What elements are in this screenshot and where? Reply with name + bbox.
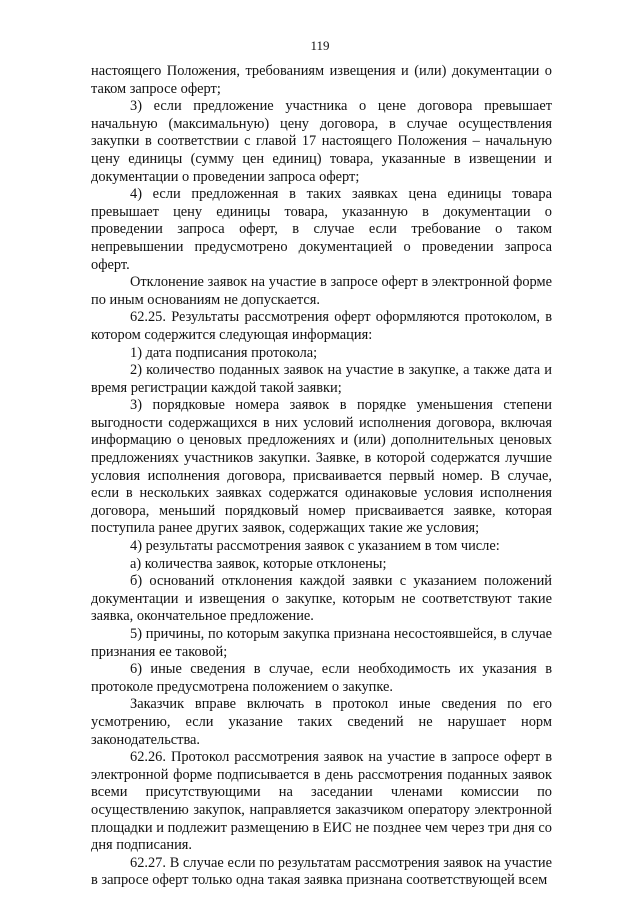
- page-number: 119: [310, 38, 330, 53]
- paragraph: Заказчик вправе включать в протокол иные сведения по его усмотрению, если указание таких сведений не нарушает норм законодательства.: [91, 696, 552, 748]
- paragraph: 62.25. Результаты рассмотрения оферт оформляются протоколом, в котором содержится следующая информация:: [91, 309, 552, 343]
- paragraph: 4) результаты рассмотрения заявок с указанием в том числе:: [130, 538, 500, 555]
- paragraph: 4) если предложенная в таких заявках цена единицы товара превышает цену единицы товара, указанную в документации о проведении запроса оферт, в случае если требование о таком непревышении предусмотрено документацией о проведении запроса оферт.: [91, 186, 552, 273]
- paragraph: 62.27. В случае если по результатам рассмотрения заявок на участие в запросе оферт только одна такая заявка признана соответствующей всем: [91, 854, 552, 889]
- paragraph: 62.26. Протокол рассмотрения заявок на участие в запросе оферт в электронной форме подписывается в день рассмотрения поданных заявок всеми присутствующими на заседании членами комиссии по осуществлению закупок, направляется заказчиком оператору электронной площадки и подлежит размещению в ЕИС не позднее чем через три дня со дня подписания.: [91, 749, 552, 854]
- paragraph: настоящего Положения, требованиям извещения и (или) документации о таком запросе оферт;: [91, 63, 552, 97]
- document-body: [91, 63, 552, 890]
- paragraph: 1) дата подписания протокола;: [130, 344, 318, 361]
- paragraph: 6) иные сведения в случае, если необходимость их указания в протоколе предусмотрена положением о закупке.: [91, 661, 552, 695]
- paragraph: б) оснований отклонения каждой заявки с указанием положений документации и извещения о закупке, которым не соответствуют такие заявка, окончательное предложение.: [91, 573, 552, 625]
- paragraph: 2) количество поданных заявок на участие в закупке, а также дата и время регистрации каждой такой заявки;: [91, 362, 552, 396]
- paragraph: Отклонение заявок на участие в запросе оферт в электронной форме по иным основаниям не допускается.: [91, 274, 552, 308]
- paragraph: 3) если предложение участника о цене договора превышает начальную (максимальную) цену договора, в случае осуществления закупки в соответствии с главой 17 настоящего Положения – начальную цену единицы (сумму цен единиц) товара, указанные в извещении и документации о проведении запроса оферт;: [91, 98, 552, 185]
- paragraph: а) количества заявок, которые отклонены;: [130, 555, 387, 572]
- paragraph: 5) причины, по которым закупка признана несостоявшейся, в случае признания ее таковой;: [91, 626, 552, 660]
- paragraph: 3) порядковые номера заявок в порядке уменьшения степени выгодности содержащихся в них условий исполнения договора, включая информацию о ценовых предложениях и (или) дополнительных ценовых предложениях участников закупки. Заявке, в которой содержатся лучшие условия исполнения договора, присваивается первый номер. В случае, если в нескольких заявках содержатся одинаковые условия исполнения договора, меньший порядковый номер присваивается заявке, которая поступила ранее других заявок, содержащих такие же условия;: [91, 397, 552, 537]
